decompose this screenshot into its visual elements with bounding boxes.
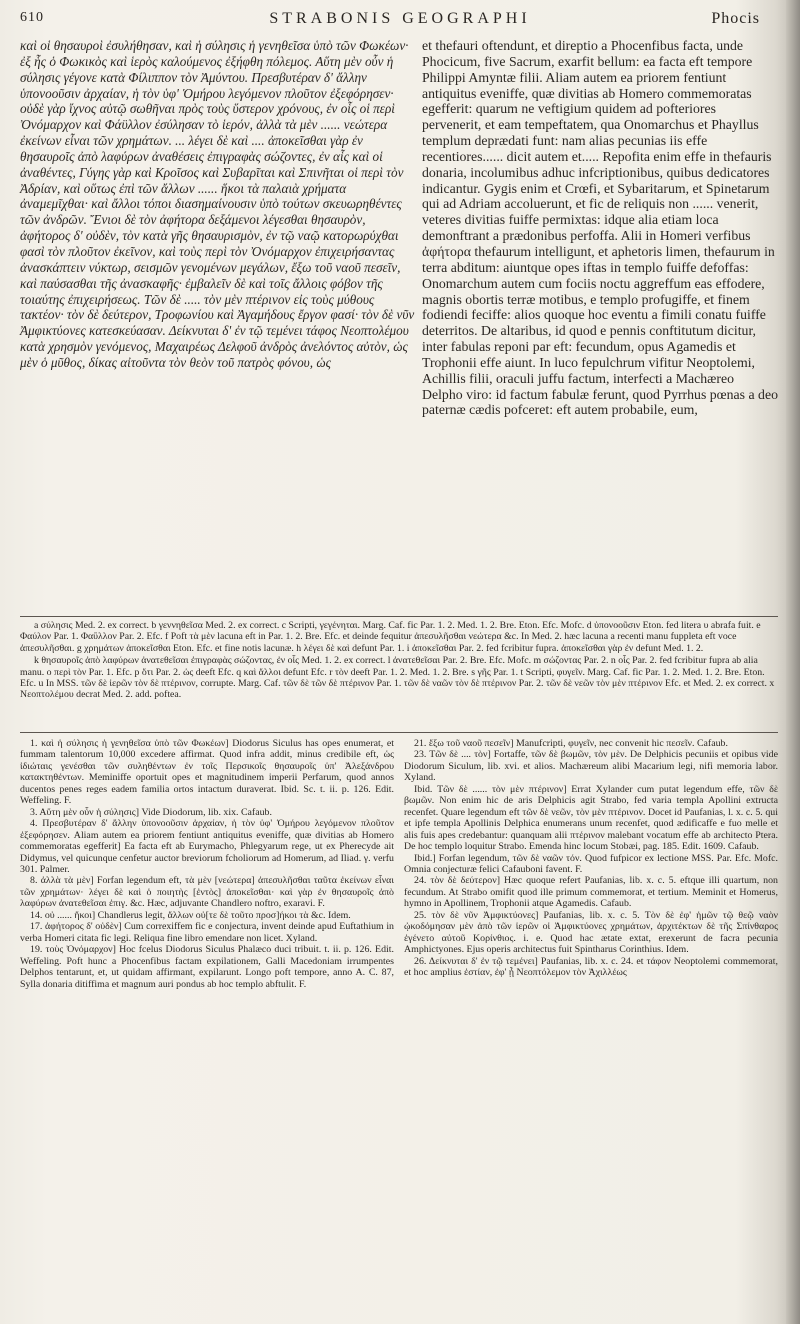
commentary-right-column bbox=[404, 738, 778, 1318]
commentary-note: 3. Αὕτη μὲν οὖν ἡ σύλησις] Vide Diodorum, lib. xix. Cafaub. bbox=[30, 806, 272, 818]
running-title: STRABONIS GEOGRAPHI bbox=[269, 10, 531, 27]
footnote-block: k θησαυροῖς ἀπὸ λαφύρων ἀνατεθεῖσαι ἐπιγραφὰς σώζοντας, ἐν οἷς Med. 1. 2. ex correct. l ἀνατεθεῖσαι Par. 2. Bre. Efc. Mofc. m σώζοντας Par. 2. n οἷς Par. 2. fed fcribitur fupra ab alia manu. o περὶ τὸν Par. 1. Efc. p ὅτι Par. 2. ὡς deeft Efc. q καὶ ἄλλοι defunt Efc. r τὸν deeft Par. 1. 2. Med. 1. 2. Bre. s γῆς Par. 1. t Scripti, φυγεῖν. Marg. Caf. fic Par. 1. 2. Med. 1. 2. Bre. Eton. Efc. u In MSS. τῶν δὲ ἱερῶν τὸν δὲ πτέρινον, corrupte. Marg. Caf. τῶν δὲ τῶν δὲ πτέρινον Par. 1. τῶν δὲ ναῶν τὸν δὲ πτέρινον Par. 2. τῶν δὲ νεῶν τὸν μὲν πτέρινον Efc. et Med. 2. ex correct. x Νεοπτολέμου decrat Med. 2. add. poftea. bbox=[20, 655, 775, 701]
commentary-note: 19. τοὺς Ὀνόμαρχον] Hoc fcelus Diodorus Siculus Phalæco duci tribuit. t. ii. p. 126. Edit. Weffeling. Poft hunc a Phocenfibus factam expilationem, Galli Macedoniam irrumpentes Delphos tentarunt, et, ut quidam affirmant, expilarunt. Longo poft tempore, anno A. C. 87, Sylla donaria ditiffima et magnum auri pondus ab hoc templo abftulit. F. bbox=[20, 944, 394, 990]
footnote-divider bbox=[20, 616, 778, 617]
section-title: Phocis bbox=[711, 10, 760, 27]
commentary-note: 25. τὸν δὲ νῦν Ἀμφικτύονες] Paufanias, lib. x. c. 5. Τὸν δὲ ἐφ' ἡμῶν τῷ θεῷ ναὸν ᾠκοδόμησαν μὲν ἀπὸ τῶν ἱερῶν οἱ Ἀμφικτύονες χρημάτων, ἀρχιτέκτων δὲ τῆς Σπίνθαρος ἐγένετο αὐτοῦ Κορίνθιος. i. e. Quod hac ætate extat, erexerunt de facra pecunia Amphictyones. Ejus operis architectus fuit Spintharus Corinthius. Idem. bbox=[404, 909, 778, 956]
footnote-block: a σύλησις Med. 2. ex correct. b γεννηθεῖσα Med. 2. ex correct. c Scripti, γεγένηται. Marg. Caf. fic Par. 1. 2. Med. 1. 2. Bre. Eton. Efc. Mofc. d ὑπονοοῦσιν Eton. fed litera υ abrafa fuit. e Φαύλον Par. 1. Φαΰλλον Par. 2. Efc. f Poft τὰ μὲν lacuna eft in Par. 1. 2. Bre. Efc. et deinde fequitur ἀπεσυλῆσθαι νεώτερα &c. In Med. 2. hæc lacuna a recenti manu fuppleta eft voce ἀπεσυλῆσθαι. g χρημάτων ἀποκεῖσθαι Eton. Efc. et fine notis lacunæ. h λέγει δὲ καὶ defunt Par. 1. i ἀποκεῖσθαι Par. 2. fed fcribitur fupra. ἀποκεῖσθαι γὰρ ἐν defunt Med. 1. 2. bbox=[20, 620, 761, 654]
commentary-note: 21. ἔξω τοῦ ναοῦ πεσεῖν] Manufcripti, φυγεῖν, nec convenit hic πεσεῖν. Cafaub. bbox=[414, 738, 728, 749]
commentary-note: 8. ἀλλὰ τὰ μὲν] Forfan legendum eft, τὰ μὲν [νεώτερα] ἀπεσυλῆσθαι ταῦτα ἐκείνων εἶναι τῶν χρημάτων· λέγει δὲ καὶ ὁ ποιητὴς [ἐντὸς] ἀποκεῖσθαι· καὶ γὰρ ἐν θησαυροῖς ἀπὸ λαφύρων ἀνατεθεῖσαι ἐπιγ. &c. Hæc, adjuvante Chandlero noftro, exaravi. F. bbox=[20, 875, 394, 910]
commentary-note: 23. Τῶν δὲ .... τὸν] Fortaffe, τῶν δὲ βωμῶν, τὸν μὲν. De Delphicis pecuniis et opibus vide Diodorum Siculum, lib. xvi. et alios. Machæreum alibi Macarium legi, nifi memoria labor. Xyland. bbox=[404, 749, 778, 784]
greek-text-column: καὶ οἱ θησαυροὶ ἐσυλήθησαν, καὶ ἡ σύλησις ἡ γενηθεῖσα ὑπὸ τῶν Φωκέων· ἐξ ἧς ὁ Φωκικὸς καὶ ἱερὸς καλούμενος ἐξήφθη πόλεμος. Αὕτη μὲν οὖν ἡ σύλησις γέγονε κατὰ Φίλιππον τὸν Ἀμύντου. Πρεσβυτέραν δ' ἄλλην ὑπονοοῦσιν ἀρχαίαν, ἡ τὸν ὑφ' Ὁμήρου λεγόμενον πλοῦτον ἐξεφόρησεν· οὐδὲ γὰρ ἴχνος αὐτῷ σωθῆναι πρὸς τοὺς ὕστερον χρόνους, ἐν οἷς οἱ περὶ Ὀνόμαρχον καὶ Φάϋλλον ἐσύλησαν τὸ ἱερόν, ἀλλὰ τὰ μὲν ...... νεώτερα ἐκείνων εἶναι τῶν χρημάτων. ... λέγει δὲ καὶ .... ἀποκεῖσθαι γὰρ ἐν θησαυροῖς ἀπὸ λαφύρων ἀναθέσεις ἐπιγραφὰς σώζοντες, ἐν αἷς καὶ οἱ ἀναθέντες, Γύγης γὰρ καὶ Κροῖσος καὶ Συβαρῖται καὶ Σπινῆται οἱ περὶ τὸν Ἀδρίαν, καὶ οὕτως ἐπὶ τῶν ἄλλων ...... ἥκοι τὰ παλαιὰ χρήματα ἀναμεμῖχθαι· καὶ ἄλλοι τόποι διασημαίνουσιν ὑπὸ τούτων σκευωρηθέντες τῶν ἀνδρῶν. Ἔνιοι δὲ τὸν ἀφήτορα δεξάμενοι λέγεσθαι θησαυρὸν, ἀφήτορος δ' οὐδὲν, τὸν κατὰ γῆς θησαυρισμὸν, ἐν τῷ ναῷ κατορωρύχθαι φασὶ τὸν πλοῦτον ἐκεῖνον, καὶ τοὺς περὶ τὸν Ὀνόμαρχον ἐπιχειρήσαντας ἀνασκάπτειν νύκτωρ, σεισμῶν γενομένων μεγάλων, ἔξω τοῦ ναοῦ πεσεῖν, καὶ παύσασθαι τῆς ἀνασκαφῆς· ἐμβαλεῖν δὲ καὶ τοῖς ἄλλοις φόβον τῆς τοιαύτης ἐπιχειρήσεως. Τῶν δὲ ..... τὸν μὲν πτέρινον εἰς τοὺς μύθους τακτέον· τὸν δὲ δεύτερον, Τροφωνίου καὶ Ἀγαμήδους ἔργον φασί· τὸν δὲ νῦν Ἀμφικτύονες κατεσκεύασαν. Δείκνυται δ' ἐν τῷ τεμένει τάφος Νεοπτολέμου κατὰ χρησμὸν γενόμενος, Μαχαιρέως Δελφοῦ ἀνδρὸς ἀνελόντος αὐτὸν, ὡς μὲν ὁ μῦθος, δίκας αἰτοῦντα τὸν θεὸν τοῦ πατρὸς φόνου, ὡς bbox=[20, 38, 418, 370]
commentary-note: 26. Δείκνυται δ' ἐν τῷ τεμένει] Paufanias, lib. x. c. 24. et τάφον Neoptolemi commemorat, et hoc amplius ἐστίαν, ἐφ' ᾗ Νεοπτόλεμον τὸν Ἀχιλλέως bbox=[404, 955, 778, 979]
commentary-note: Ibid.] Forfan legendum, τῶν δὲ ναῶν τόν. Quod fufpicor ex lectione MSS. Par. Efc. Mofc. Omnia conjecturæ felici Cafauboni favent. F. bbox=[404, 852, 778, 875]
commentary-note: 4. Πρεσβυτέραν δ' ἄλλην ὑπονοοῦσιν ἀρχαίαν, ἡ τὸν ὑφ' Ὁμήρου λεγόμενον πλοῦτον ἐξεφόρησεν. Aliam autem ea priorem fentiunt antiquitus eveniffe, quæ divitias ab Homero commemoratas egefferit] Ea facta eft ab Eurymacho, Phlegyarum rege, ut ex Pherecyde ait Didymus, vel quicunque cenfetur auctor breviorum fcholiorum ad Homerum, ad Iliad. γ. verfu 301. Palmer. bbox=[20, 818, 394, 875]
page-number: 610 bbox=[20, 10, 44, 25]
commentary-note: 1. καὶ ἡ σύλησις ἡ γενηθεῖσα ὑπὸ τῶν Φωκέων] Diodorus Siculus has opes enumerat, et fummam talentorum 10,000 excedere affirmat. Quod infra addit, minus credibile eft, ὡς ἰδιώταις γενέσθαι τῶν συληθέντων ἐν τοῖς Περσικοῖς θησαυροῖς ὑπ' Ἀλεξάνδρου κατακτηθέντων. Meminiffe oportuit opes et magnitudinem imperii Perfarum, quod annos ducentos penes reges eadem familia ortos intactum duraverat. Ibid. Sc. t. ii. p. 126. Edit. Weffeling. F. bbox=[20, 738, 394, 807]
textual-footnotes bbox=[20, 620, 778, 720]
commentary-note: 14. οὐ ...... ἥκοι] Chandlerus legit, ἄλλων οὐ[τε δὲ τοῦτο προσ]ήκοι τὰ &c. Idem. bbox=[30, 909, 351, 921]
binding-gutter bbox=[786, 0, 800, 1324]
commentary-note: Ibid. Τῶν δὲ ...... τὸν μὲν πτέρινον] Errat Xylander cum putat legendum effe, τῶν δὲ βωμῶν. Non enim hic de aris Delphicis agit Strabo, fed varia templa Apollini extructa recenfet. Quare legendum eft τῶν δὲ νεῶν, τὸν μὲν πτέρινον. Docet id Paufanias, l. x. c. 5. qui et ipfe templa Apollinis Delphica enumerans unum recenfet, quod ædificaffe e fuo melle et alis fuis apes credebantur: quanquam alii πτέρινον malebant vocatum effe ab architecto Ptera. De hoc templo loquitur Strabo. Emenda hinc locum Stobæi, pag. 185. Edit. 1609. Cafaub. bbox=[404, 783, 778, 853]
latin-text-column: et thefauri oftendunt, et direptio a Phocenfibus facta, unde Phocicum, five Sacrum, exarfit bellum: ea facta eft tempore Philippi Amyntæ filii. Aliam autem ea priorem fentiunt antiquitus eveniffe, quæ divitias ab Homero commemoratas egefferit: quarum ne veftigium quidem ad pofteriores pervenerit, et eam tempeftatem, qua Onomarchus et Phayllus templum deprædati funt: nam alias pecunias iis effe recentiores...... dicit autem et..... Repofita enim effe in thefauris donaria, incolumibus adhuc infcriptionibus, quibus dedicatores indicantur. Gygis enim et Crœfi, et Sybaritarum, et Spinetarum qui ad Adriam accoluerunt, et fic de reliquis non ...... venerit, veteres divitias fuiffe permixtas: idque alia etiam loca demonftrant a prædonibus perfoffa. Alii in Homeri verfibus ἀφήτορα thefaurum intelligunt, et aphetoris limen, thefaurum in terra abditum: aiuntque opes iftas in templo fuiffe defoffas: Onomarchum autem cum fociis noctu aggreffum eas effodere, magnis obortis terræ motibus, e templo profugiffe, et finem fodiendi feciffe: alios quoque hoc eventu a fimili conatu fuiffe deterritos. De altaribus, id quod e pennis conftitutum dicitur, inter fabulas reponi par eft: fecundum, opus Agamedis et Trophonii effe aiunt. In luco fepulchrum vifitur Neoptolemi, Achillis filii, oraculi juffu factum, interfecti a Machæreo Delpho viro: id factum fabulæ ferunt, quod Pyrrhus pœnas a deo paternæ cædis pofceret: eft autem probabile, eum, bbox=[422, 38, 782, 418]
page-header bbox=[20, 10, 780, 34]
commentary-left-column bbox=[20, 738, 394, 1318]
commentary-divider bbox=[20, 732, 778, 733]
commentary-note: 17. ἀφήτορος δ' οὐδὲν] Cum correxiffem fic e conjectura, invent deinde apud Euftathium in verba Homeri citata fic legi. Reliqua fine libro emendare non licet. Xyland. bbox=[20, 921, 394, 944]
commentary-note: 24. τὸν δὲ δεύτερον] Hæc quoque refert Paufanias, lib. x. c. 5. eftque illi quartum, non fecundum. At Strabo omifit quod ille primum commemorat, et tertium. Meminit et Homerus, hymno in Apollinem, Trophonii atque Agamedis. Cafaub. bbox=[404, 875, 778, 910]
